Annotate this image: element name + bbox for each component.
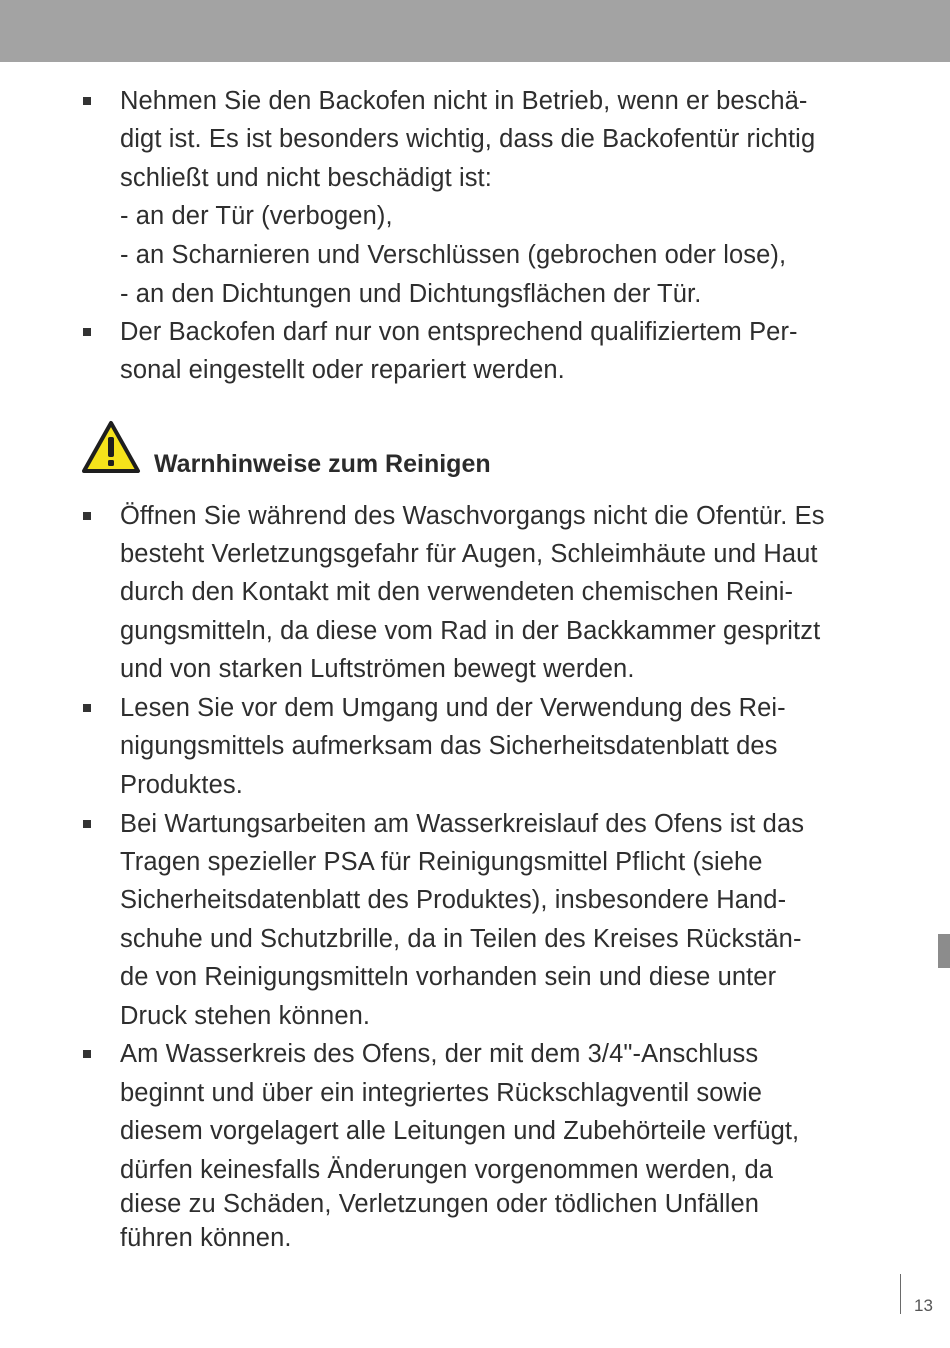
text-line: schuhe und Schutzbrille, da in Teilen des Kreises Rückstän-: [120, 925, 802, 953]
text-line: dürfen keinesfalls Änderungen vorgenommen werden, da: [120, 1156, 774, 1184]
text-line: - an der Tür (verbogen),: [120, 202, 393, 230]
text-line: gungsmitteln, da diese vom Rad in der Backkammer gespritzt: [120, 617, 821, 645]
text-line: Sicherheitsdatenblatt des Produktes), insbesondere Hand-: [120, 886, 787, 914]
text-line: Nehmen Sie den Backofen nicht in Betrieb, wenn er beschä-: [120, 87, 808, 115]
text-line: Am Wasserkreis des Ofens, der mit dem 3/4"-Anschluss: [120, 1040, 759, 1068]
text-line: Öffnen Sie während des Waschvorgangs nicht die Ofentür. Es: [120, 502, 825, 530]
text-line: de von Reinigungsmitteln vorhanden sein und diese unter: [120, 963, 777, 991]
text-line: diese zu Schäden, Verletzungen oder tödlichen Unfällen: [120, 1190, 760, 1218]
text-line: Der Backofen darf nur von entsprechend qualifiziertem Per-: [120, 318, 798, 346]
text-line: Tragen spezieller PSA für Reinigungsmittel Pflicht (siehe: [120, 848, 763, 876]
text-line: beginnt und über ein integriertes Rückschlagventil sowie: [120, 1079, 763, 1107]
page-number: 13: [914, 1296, 933, 1315]
bullet-marker: [83, 512, 91, 520]
warning-triangle-icon: [81, 420, 141, 474]
bullet-marker: [83, 704, 91, 712]
section-heading: Warnhinweise zum Reinigen: [154, 450, 491, 478]
text-line: besteht Verletzungsgefahr für Augen, Schleimhäute und Haut: [120, 540, 818, 568]
text-line: und von starken Luftströmen bewegt werden.: [120, 655, 635, 683]
text-line: schließt und nicht beschädigt ist:: [120, 164, 492, 192]
text-line: - an Scharnieren und Verschlüssen (gebrochen oder lose),: [120, 241, 787, 269]
text-line: Bei Wartungsarbeiten am Wasserkreislauf des Ofens ist das: [120, 810, 805, 838]
bullet-marker: [83, 328, 91, 336]
text-line: Lesen Sie vor dem Umgang und der Verwendung des Rei-: [120, 694, 786, 722]
text-line: nigungsmittels aufmerksam das Sicherheitsdatenblatt des: [120, 732, 778, 760]
text-line: diesem vorgelagert alle Leitungen und Zubehörteile verfügt,: [120, 1117, 800, 1145]
text-line: Produktes.: [120, 771, 243, 799]
footer-divider: [900, 1274, 901, 1314]
text-line: sonal eingestellt oder repariert werden.: [120, 356, 565, 384]
bullet-marker: [83, 1050, 91, 1058]
text-line: führen können.: [120, 1224, 292, 1252]
text-line: - an den Dichtungen und Dichtungsflächen der Tür.: [120, 280, 702, 308]
text-line: Druck stehen können.: [120, 1002, 371, 1030]
chapter-tab-marker: [938, 934, 950, 968]
bullet-marker: [83, 97, 91, 105]
text-line: digt ist. Es ist besonders wichtig, dass die Backofentür richtig: [120, 125, 816, 153]
bullet-marker: [83, 820, 91, 828]
header-bar: [0, 0, 950, 62]
text-line: durch den Kontakt mit den verwendeten chemischen Reini-: [120, 578, 794, 606]
